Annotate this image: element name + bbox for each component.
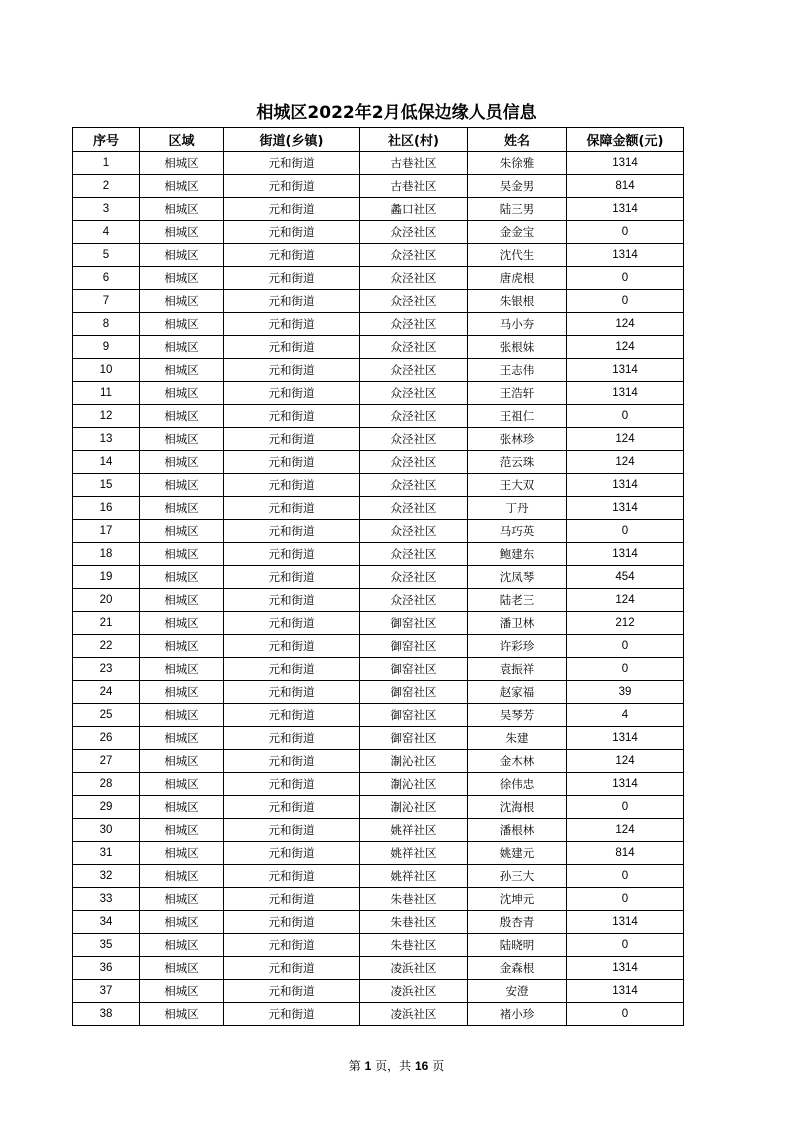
footer-page-number: 1 (364, 1059, 372, 1073)
cell-index: 3 (73, 198, 140, 221)
footer-suffix: 页 (432, 1059, 445, 1073)
cell-index: 6 (73, 267, 140, 290)
cell-district: 相城区 (140, 313, 224, 336)
table-row (73, 359, 684, 382)
cell-name: 朱建 (468, 727, 567, 750)
cell-district: 相城区 (140, 934, 224, 957)
cell-street: 元和街道 (224, 1003, 360, 1026)
cell-district: 相城区 (140, 980, 224, 1003)
cell-name: 吴金男 (468, 175, 567, 198)
cell-street: 元和街道 (224, 244, 360, 267)
cell-district: 相城区 (140, 267, 224, 290)
table-header-row (73, 128, 684, 152)
cell-district: 相城区 (140, 382, 224, 405)
cell-district: 相城区 (140, 658, 224, 681)
cell-amount: 0 (567, 267, 684, 290)
cell-index: 29 (73, 796, 140, 819)
cell-amount: 0 (567, 865, 684, 888)
cell-district: 相城区 (140, 474, 224, 497)
cell-community: 淛沁社区 (360, 796, 468, 819)
cell-community: 御窑社区 (360, 612, 468, 635)
cell-community: 姚祥社区 (360, 842, 468, 865)
cell-street: 元和街道 (224, 911, 360, 934)
cell-amount: 124 (567, 336, 684, 359)
cell-index: 23 (73, 658, 140, 681)
cell-community: 众泾社区 (360, 405, 468, 428)
table-row (73, 221, 684, 244)
cell-community: 姚祥社区 (360, 865, 468, 888)
cell-amount: 39 (567, 681, 684, 704)
cell-amount: 0 (567, 520, 684, 543)
table-row (73, 796, 684, 819)
cell-index: 26 (73, 727, 140, 750)
cell-amount: 4 (567, 704, 684, 727)
cell-community: 凌浜社区 (360, 957, 468, 980)
cell-name: 王志伟 (468, 359, 567, 382)
cell-community: 姚祥社区 (360, 819, 468, 842)
table-row (73, 382, 684, 405)
cell-street: 元和街道 (224, 865, 360, 888)
cell-district: 相城区 (140, 612, 224, 635)
cell-name: 金木林 (468, 750, 567, 773)
table-row (73, 589, 684, 612)
cell-community: 古巷社区 (360, 175, 468, 198)
cell-street: 元和街道 (224, 451, 360, 474)
table-row (73, 612, 684, 635)
cell-community: 众泾社区 (360, 382, 468, 405)
cell-district: 相城区 (140, 589, 224, 612)
cell-street: 元和街道 (224, 336, 360, 359)
cell-name: 金森根 (468, 957, 567, 980)
cell-name: 袁振祥 (468, 658, 567, 681)
cell-community: 蠡口社区 (360, 198, 468, 221)
cell-name: 王大双 (468, 474, 567, 497)
cell-amount: 0 (567, 658, 684, 681)
cell-district: 相城区 (140, 221, 224, 244)
cell-street: 元和街道 (224, 359, 360, 382)
cell-name: 陆晓明 (468, 934, 567, 957)
table-row (73, 451, 684, 474)
cell-amount: 1314 (567, 911, 684, 934)
cell-amount: 212 (567, 612, 684, 635)
cell-index: 31 (73, 842, 140, 865)
cell-district: 相城区 (140, 727, 224, 750)
table-row (73, 152, 684, 175)
cell-index: 35 (73, 934, 140, 957)
cell-amount: 124 (567, 750, 684, 773)
cell-district: 相城区 (140, 198, 224, 221)
cell-community: 淛沁社区 (360, 750, 468, 773)
cell-amount: 1314 (567, 497, 684, 520)
cell-index: 22 (73, 635, 140, 658)
cell-index: 33 (73, 888, 140, 911)
cell-street: 元和街道 (224, 474, 360, 497)
cell-name: 王祖仁 (468, 405, 567, 428)
cell-street: 元和街道 (224, 704, 360, 727)
cell-amount: 0 (567, 796, 684, 819)
table-row (73, 727, 684, 750)
cell-district: 相城区 (140, 957, 224, 980)
cell-amount: 124 (567, 589, 684, 612)
cell-amount: 1314 (567, 543, 684, 566)
cell-community: 朱巷社区 (360, 934, 468, 957)
cell-name: 唐虎根 (468, 267, 567, 290)
cell-community: 凌浜社区 (360, 1003, 468, 1026)
cell-community: 众泾社区 (360, 336, 468, 359)
cell-index: 28 (73, 773, 140, 796)
cell-community: 众泾社区 (360, 520, 468, 543)
table-row (73, 428, 684, 451)
cell-community: 众泾社区 (360, 313, 468, 336)
cell-district: 相城区 (140, 543, 224, 566)
cell-community: 淛沁社区 (360, 773, 468, 796)
cell-district: 相城区 (140, 290, 224, 313)
table-row (73, 681, 684, 704)
table-row (73, 290, 684, 313)
cell-amount: 1314 (567, 198, 684, 221)
cell-district: 相城区 (140, 497, 224, 520)
cell-street: 元和街道 (224, 888, 360, 911)
cell-district: 相城区 (140, 888, 224, 911)
cell-street: 元和街道 (224, 681, 360, 704)
table-row (73, 888, 684, 911)
cell-name: 许彩珍 (468, 635, 567, 658)
table-row (73, 842, 684, 865)
cell-name: 姚建元 (468, 842, 567, 865)
cell-index: 5 (73, 244, 140, 267)
cell-street: 元和街道 (224, 980, 360, 1003)
cell-street: 元和街道 (224, 819, 360, 842)
cell-name: 张根妹 (468, 336, 567, 359)
cell-street: 元和街道 (224, 175, 360, 198)
cell-amount: 124 (567, 313, 684, 336)
cell-district: 相城区 (140, 336, 224, 359)
cell-community: 众泾社区 (360, 497, 468, 520)
table-row (73, 497, 684, 520)
cell-street: 元和街道 (224, 152, 360, 175)
table-row (73, 934, 684, 957)
table-row (73, 336, 684, 359)
cell-name: 金金宝 (468, 221, 567, 244)
cell-street: 元和街道 (224, 612, 360, 635)
cell-community: 众泾社区 (360, 451, 468, 474)
footer-middle: 页，共 (375, 1059, 412, 1073)
cell-name: 王浩轩 (468, 382, 567, 405)
cell-street: 元和街道 (224, 658, 360, 681)
cell-street: 元和街道 (224, 543, 360, 566)
table-row (73, 474, 684, 497)
cell-index: 19 (73, 566, 140, 589)
roster-table (72, 127, 684, 1026)
cell-street: 元和街道 (224, 198, 360, 221)
cell-street: 元和街道 (224, 796, 360, 819)
cell-district: 相城区 (140, 1003, 224, 1026)
table-row (73, 520, 684, 543)
footer-prefix: 第 (348, 1059, 361, 1073)
cell-district: 相城区 (140, 520, 224, 543)
cell-name: 褚小珍 (468, 1003, 567, 1026)
cell-street: 元和街道 (224, 566, 360, 589)
cell-index: 12 (73, 405, 140, 428)
cell-amount: 0 (567, 1003, 684, 1026)
cell-community: 众泾社区 (360, 359, 468, 382)
cell-index: 9 (73, 336, 140, 359)
cell-community: 古巷社区 (360, 152, 468, 175)
cell-street: 元和街道 (224, 267, 360, 290)
cell-index: 30 (73, 819, 140, 842)
cell-index: 13 (73, 428, 140, 451)
cell-name: 沈海根 (468, 796, 567, 819)
cell-index: 36 (73, 957, 140, 980)
table-row (73, 566, 684, 589)
cell-district: 相城区 (140, 681, 224, 704)
cell-index: 18 (73, 543, 140, 566)
cell-index: 21 (73, 612, 140, 635)
cell-street: 元和街道 (224, 934, 360, 957)
cell-name: 徐伟忠 (468, 773, 567, 796)
cell-amount: 1314 (567, 474, 684, 497)
cell-amount: 124 (567, 451, 684, 474)
cell-name: 潘根林 (468, 819, 567, 842)
cell-district: 相城区 (140, 796, 224, 819)
cell-index: 37 (73, 980, 140, 1003)
cell-community: 众泾社区 (360, 566, 468, 589)
cell-street: 元和街道 (224, 382, 360, 405)
cell-district: 相城区 (140, 244, 224, 267)
cell-district: 相城区 (140, 704, 224, 727)
cell-district: 相城区 (140, 405, 224, 428)
cell-community: 众泾社区 (360, 221, 468, 244)
footer-total-pages: 16 (415, 1059, 429, 1073)
cell-amount: 0 (567, 405, 684, 428)
cell-street: 元和街道 (224, 313, 360, 336)
cell-index: 1 (73, 152, 140, 175)
cell-name: 朱银根 (468, 290, 567, 313)
cell-name: 张林珍 (468, 428, 567, 451)
cell-street: 元和街道 (224, 497, 360, 520)
cell-street: 元和街道 (224, 727, 360, 750)
cell-community: 众泾社区 (360, 244, 468, 267)
cell-name: 吴琴芳 (468, 704, 567, 727)
cell-community: 凌浜社区 (360, 980, 468, 1003)
cell-community: 众泾社区 (360, 290, 468, 313)
cell-amount: 814 (567, 175, 684, 198)
cell-index: 11 (73, 382, 140, 405)
cell-index: 4 (73, 221, 140, 244)
table-row (73, 704, 684, 727)
cell-name: 马巧英 (468, 520, 567, 543)
cell-amount: 1314 (567, 244, 684, 267)
cell-name: 丁丹 (468, 497, 567, 520)
cell-district: 相城区 (140, 175, 224, 198)
cell-street: 元和街道 (224, 221, 360, 244)
cell-community: 众泾社区 (360, 428, 468, 451)
cell-index: 10 (73, 359, 140, 382)
cell-street: 元和街道 (224, 635, 360, 658)
cell-name: 殷杏青 (468, 911, 567, 934)
table-row (73, 773, 684, 796)
cell-street: 元和街道 (224, 773, 360, 796)
cell-street: 元和街道 (224, 405, 360, 428)
cell-district: 相城区 (140, 428, 224, 451)
cell-name: 沈凤琴 (468, 566, 567, 589)
cell-district: 相城区 (140, 865, 224, 888)
cell-community: 御窑社区 (360, 658, 468, 681)
cell-index: 8 (73, 313, 140, 336)
cell-street: 元和街道 (224, 520, 360, 543)
cell-name: 安澄 (468, 980, 567, 1003)
table-row (73, 635, 684, 658)
cell-district: 相城区 (140, 635, 224, 658)
cell-name: 沈坤元 (468, 888, 567, 911)
cell-district: 相城区 (140, 750, 224, 773)
cell-district: 相城区 (140, 152, 224, 175)
document-title: 相城区2022年2月低保边缘人员信息 (256, 103, 537, 123)
cell-street: 元和街道 (224, 290, 360, 313)
cell-street: 元和街道 (224, 750, 360, 773)
cell-street: 元和街道 (224, 842, 360, 865)
column-header-street: 街道(乡镇) (224, 128, 360, 152)
cell-community: 朱巷社区 (360, 911, 468, 934)
table-row (73, 819, 684, 842)
table-row (73, 267, 684, 290)
cell-index: 16 (73, 497, 140, 520)
cell-index: 27 (73, 750, 140, 773)
cell-amount: 124 (567, 428, 684, 451)
table-row (73, 980, 684, 1003)
cell-name: 陆老三 (468, 589, 567, 612)
cell-index: 7 (73, 290, 140, 313)
column-header-community: 社区(村) (360, 128, 468, 152)
cell-index: 17 (73, 520, 140, 543)
cell-amount: 454 (567, 566, 684, 589)
cell-street: 元和街道 (224, 957, 360, 980)
table-row (73, 198, 684, 221)
cell-amount: 1314 (567, 773, 684, 796)
cell-name: 潘卫林 (468, 612, 567, 635)
cell-name: 赵家福 (468, 681, 567, 704)
cell-amount: 0 (567, 221, 684, 244)
cell-district: 相城区 (140, 842, 224, 865)
cell-name: 范云珠 (468, 451, 567, 474)
cell-name: 鲍建东 (468, 543, 567, 566)
cell-community: 御窑社区 (360, 681, 468, 704)
cell-amount: 0 (567, 888, 684, 911)
page-footer (0, 1058, 793, 1074)
cell-index: 2 (73, 175, 140, 198)
table-row (73, 244, 684, 267)
cell-district: 相城区 (140, 451, 224, 474)
cell-community: 众泾社区 (360, 474, 468, 497)
cell-index: 34 (73, 911, 140, 934)
table-row (73, 911, 684, 934)
cell-community: 众泾社区 (360, 589, 468, 612)
cell-district: 相城区 (140, 819, 224, 842)
cell-district: 相城区 (140, 911, 224, 934)
table-row (73, 865, 684, 888)
cell-community: 众泾社区 (360, 267, 468, 290)
cell-name: 沈代生 (468, 244, 567, 267)
cell-amount: 1314 (567, 980, 684, 1003)
cell-amount: 0 (567, 635, 684, 658)
cell-index: 32 (73, 865, 140, 888)
cell-index: 25 (73, 704, 140, 727)
cell-index: 15 (73, 474, 140, 497)
table-row (73, 1003, 684, 1026)
cell-index: 14 (73, 451, 140, 474)
table-row (73, 658, 684, 681)
column-header-district: 区域 (140, 128, 224, 152)
cell-index: 38 (73, 1003, 140, 1026)
cell-name: 陆三男 (468, 198, 567, 221)
column-header-name: 姓名 (468, 128, 567, 152)
table-row (73, 175, 684, 198)
cell-amount: 0 (567, 934, 684, 957)
column-header-amount: 保障金额(元) (567, 128, 684, 152)
cell-amount: 1314 (567, 727, 684, 750)
table-row (73, 405, 684, 428)
cell-name: 朱徐雅 (468, 152, 567, 175)
cell-amount: 814 (567, 842, 684, 865)
cell-amount: 1314 (567, 152, 684, 175)
cell-street: 元和街道 (224, 428, 360, 451)
table-row (73, 543, 684, 566)
cell-name: 孙三大 (468, 865, 567, 888)
cell-community: 御窑社区 (360, 704, 468, 727)
cell-index: 24 (73, 681, 140, 704)
cell-amount: 124 (567, 819, 684, 842)
cell-community: 御窑社区 (360, 727, 468, 750)
cell-community: 朱巷社区 (360, 888, 468, 911)
cell-amount: 1314 (567, 359, 684, 382)
cell-district: 相城区 (140, 773, 224, 796)
cell-index: 20 (73, 589, 140, 612)
cell-name: 马小夯 (468, 313, 567, 336)
table-row (73, 750, 684, 773)
cell-amount: 0 (567, 290, 684, 313)
table-body (73, 152, 684, 1026)
cell-street: 元和街道 (224, 589, 360, 612)
cell-district: 相城区 (140, 359, 224, 382)
column-header-index: 序号 (73, 128, 140, 152)
cell-community: 众泾社区 (360, 543, 468, 566)
cell-district: 相城区 (140, 566, 224, 589)
table-row (73, 313, 684, 336)
cell-amount: 1314 (567, 382, 684, 405)
cell-community: 御窑社区 (360, 635, 468, 658)
cell-amount: 1314 (567, 957, 684, 980)
table-row (73, 957, 684, 980)
